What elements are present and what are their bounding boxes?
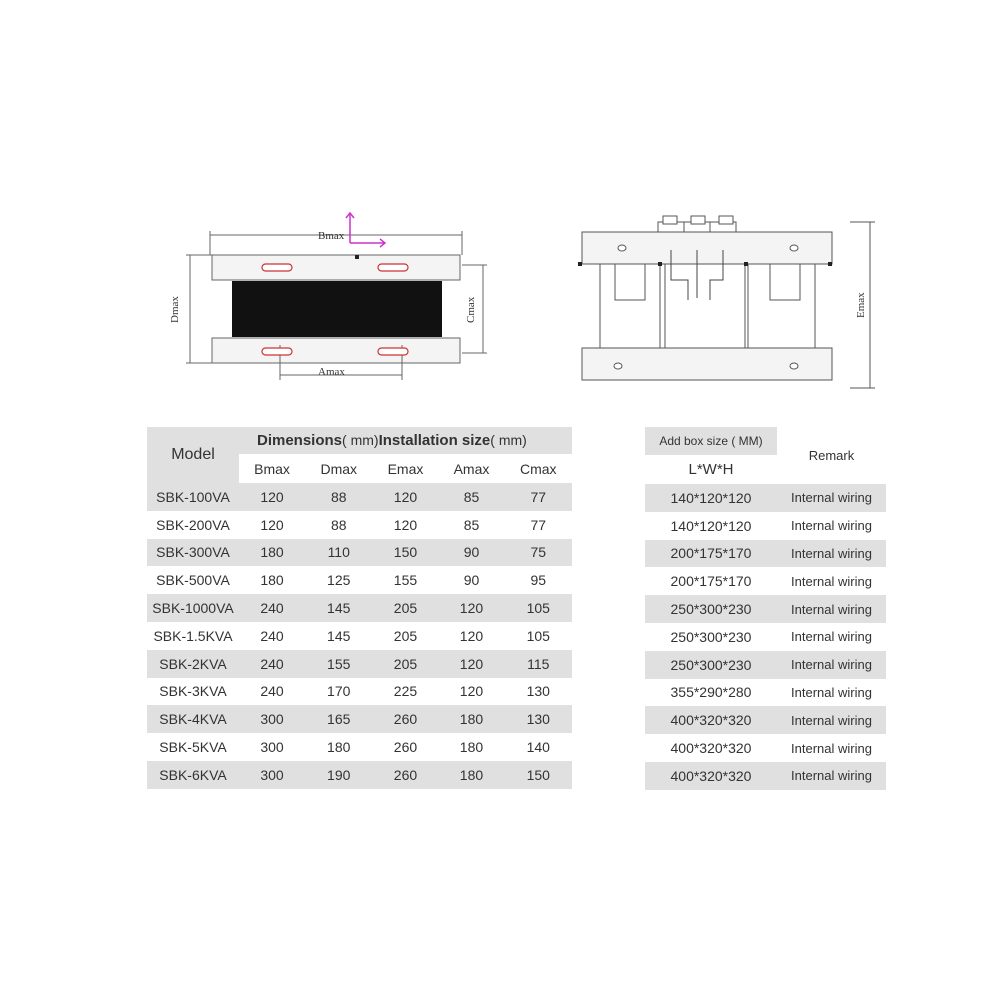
table-row bbox=[645, 567, 886, 595]
table-row bbox=[147, 594, 572, 622]
col-header-bmax: Bmax bbox=[254, 460, 290, 477]
remark-cell: Internal wiring bbox=[791, 573, 872, 589]
emax-cell: 260 bbox=[393, 739, 418, 756]
box-size-cell: 400*320*320 bbox=[670, 712, 752, 729]
table-row bbox=[645, 762, 886, 790]
header-dimensions-unit: ( mm) bbox=[342, 432, 379, 448]
spec-table bbox=[147, 427, 572, 789]
dmax-cell: 88 bbox=[330, 488, 347, 505]
bmax-cell: 240 bbox=[260, 655, 284, 672]
mount-slot-1 bbox=[262, 264, 292, 271]
label-emax: Emax bbox=[855, 292, 867, 318]
table-row bbox=[645, 706, 886, 734]
bmax-cell: 180 bbox=[260, 544, 284, 561]
table-row bbox=[645, 595, 886, 623]
table-row bbox=[645, 734, 886, 762]
cmax-cell: 140 bbox=[526, 739, 550, 756]
bmax-cell: 240 bbox=[260, 683, 284, 700]
bmax-cell: 240 bbox=[260, 600, 284, 617]
box-size-cell: 355*290*280 bbox=[670, 684, 752, 701]
remark-cell: Internal wiring bbox=[791, 629, 872, 645]
table-row bbox=[645, 540, 886, 568]
box-size-cell: 250*300*230 bbox=[670, 656, 752, 673]
header-dimensions: Dimensions bbox=[257, 432, 343, 449]
dmax-cell: 190 bbox=[327, 766, 351, 783]
cmax-cell: 130 bbox=[526, 711, 550, 728]
remark-cell: Internal wiring bbox=[791, 601, 872, 617]
table-row bbox=[645, 512, 886, 540]
header-remark: Remark bbox=[808, 448, 855, 463]
emax-cell: 155 bbox=[393, 572, 418, 589]
table-row bbox=[147, 650, 572, 678]
cmax-cell: 75 bbox=[530, 544, 547, 561]
model-cell: SBK-200VA bbox=[156, 516, 230, 533]
col-header-dmax: Dmax bbox=[320, 460, 358, 477]
coil-core bbox=[232, 281, 442, 337]
table-row bbox=[147, 566, 572, 594]
model-cell: SBK-1000VA bbox=[152, 600, 234, 617]
axis-marker-icon bbox=[346, 213, 385, 247]
cmax-cell: 77 bbox=[530, 488, 547, 505]
box-size-cell: 140*120*120 bbox=[670, 517, 752, 534]
dmax-cell: 88 bbox=[330, 516, 347, 533]
cmax-cell: 77 bbox=[530, 516, 547, 533]
table-row bbox=[147, 761, 572, 789]
emax-cell: 225 bbox=[393, 683, 418, 700]
emax-cell: 260 bbox=[393, 766, 418, 783]
spec-header-row-1 bbox=[147, 427, 572, 454]
table-row bbox=[147, 539, 572, 567]
box-size-cell: 400*320*320 bbox=[670, 740, 752, 757]
amax-cell: 120 bbox=[459, 655, 484, 672]
remark-cell: Internal wiring bbox=[791, 490, 872, 506]
emax-cell: 150 bbox=[393, 544, 418, 561]
amax-cell: 85 bbox=[463, 516, 480, 533]
bmax-cell: 120 bbox=[260, 488, 284, 505]
bmax-cell: 300 bbox=[260, 766, 284, 783]
amax-cell: 120 bbox=[459, 627, 484, 644]
spec-table-body bbox=[147, 483, 572, 789]
bmax-cell: 240 bbox=[260, 627, 284, 644]
transformer-top-view-drawing bbox=[150, 205, 500, 395]
dmax-cell: 180 bbox=[327, 739, 351, 756]
cmax-cell: 115 bbox=[527, 655, 550, 672]
label-bmax: Bmax bbox=[318, 230, 345, 242]
model-cell: SBK-4KVA bbox=[159, 711, 227, 728]
bmax-cell: 120 bbox=[260, 516, 284, 533]
model-cell: SBK-1.5KVA bbox=[153, 627, 233, 644]
header-add-box-size: Add box size ( MM) bbox=[645, 427, 777, 455]
emax-cell: 260 bbox=[393, 711, 418, 728]
header-model: Model bbox=[147, 427, 239, 483]
emax-cell: 120 bbox=[393, 516, 418, 533]
label-amax: Amax bbox=[318, 366, 345, 378]
remark-cell: Internal wiring bbox=[791, 518, 872, 534]
remark-cell: Internal wiring bbox=[791, 768, 872, 784]
emax-cell: 205 bbox=[393, 655, 418, 672]
dmax-cell: 145 bbox=[327, 627, 351, 644]
box-header-row-1 bbox=[645, 427, 886, 455]
col-header-amax: Amax bbox=[453, 460, 490, 477]
box-size-cell: 200*175*170 bbox=[670, 573, 752, 590]
amax-cell: 180 bbox=[459, 739, 484, 756]
box-size-cell: 140*120*120 bbox=[670, 489, 752, 506]
amax-cell: 90 bbox=[463, 572, 480, 589]
header-dimensions-installation bbox=[239, 427, 572, 454]
box-size-cell: 250*300*230 bbox=[670, 628, 752, 645]
label-cmax: Cmax bbox=[465, 296, 477, 323]
amax-cell: 90 bbox=[463, 544, 480, 561]
model-cell: SBK-2KVA bbox=[159, 655, 227, 672]
col-header-cmax: Cmax bbox=[519, 460, 557, 477]
bmax-cell: 300 bbox=[260, 711, 284, 728]
cmax-cell: 105 bbox=[526, 600, 550, 617]
emax-cell: 205 bbox=[393, 627, 418, 644]
remark-cell: Internal wiring bbox=[791, 545, 872, 561]
dmax-cell: 170 bbox=[327, 683, 351, 700]
table-row bbox=[645, 679, 886, 707]
header-installation-unit: ( mm) bbox=[490, 432, 527, 448]
box-size-cell: 250*300*230 bbox=[670, 601, 752, 618]
model-cell: SBK-300VA bbox=[156, 544, 230, 561]
model-cell: SBK-500VA bbox=[156, 572, 230, 589]
amax-cell: 120 bbox=[459, 683, 484, 700]
model-cell: SBK-3KVA bbox=[159, 683, 227, 700]
dmax-cell: 165 bbox=[327, 711, 351, 728]
header-installation: Installation size bbox=[378, 432, 491, 449]
emax-cell: 205 bbox=[393, 600, 418, 617]
model-cell: SBK-5KVA bbox=[159, 739, 227, 756]
amax-cell: 120 bbox=[459, 600, 484, 617]
transformer-front-view-drawing bbox=[570, 210, 880, 400]
label-dmax: Dmax bbox=[169, 296, 181, 323]
cmax-cell: 105 bbox=[526, 627, 550, 644]
remark-cell: Internal wiring bbox=[791, 712, 872, 728]
mount-slot-2 bbox=[378, 264, 408, 271]
model-cell: SBK-100VA bbox=[156, 488, 230, 505]
cmax-cell: 150 bbox=[526, 766, 550, 783]
table-row bbox=[147, 678, 572, 706]
bmax-cell: 180 bbox=[260, 572, 284, 589]
dmax-cell: 125 bbox=[327, 572, 351, 589]
box-size-cell: 400*320*320 bbox=[670, 767, 752, 784]
table-row bbox=[147, 622, 572, 650]
mount-slot-3 bbox=[262, 348, 292, 355]
col-header-emax: Emax bbox=[387, 460, 424, 477]
remark-cell: Internal wiring bbox=[791, 684, 872, 700]
cmax-cell: 130 bbox=[526, 683, 550, 700]
dmax-cell: 145 bbox=[327, 600, 351, 617]
dmax-cell: 110 bbox=[327, 544, 350, 561]
cmax-cell: 95 bbox=[530, 572, 547, 589]
table-row bbox=[645, 623, 886, 651]
emax-cell: 120 bbox=[393, 488, 418, 505]
table-row bbox=[147, 733, 572, 761]
bmax-cell: 300 bbox=[260, 739, 284, 756]
table-row bbox=[147, 511, 572, 539]
amax-cell: 180 bbox=[459, 711, 484, 728]
amax-cell: 85 bbox=[463, 488, 480, 505]
remark-cell: Internal wiring bbox=[791, 657, 872, 673]
dmax-cell: 155 bbox=[327, 655, 351, 672]
table-row bbox=[645, 651, 886, 679]
model-cell: SBK-6KVA bbox=[159, 766, 227, 783]
table-row bbox=[645, 484, 886, 512]
mount-slot-4 bbox=[378, 348, 408, 355]
remark-cell: Internal wiring bbox=[791, 740, 872, 756]
header-lwh: L*W*H bbox=[688, 461, 734, 478]
box-table-body bbox=[645, 484, 886, 790]
table-row bbox=[147, 483, 572, 511]
box-size-table bbox=[645, 427, 886, 790]
box-size-cell: 200*175*170 bbox=[670, 545, 752, 562]
amax-cell: 180 bbox=[459, 766, 484, 783]
table-row bbox=[147, 705, 572, 733]
